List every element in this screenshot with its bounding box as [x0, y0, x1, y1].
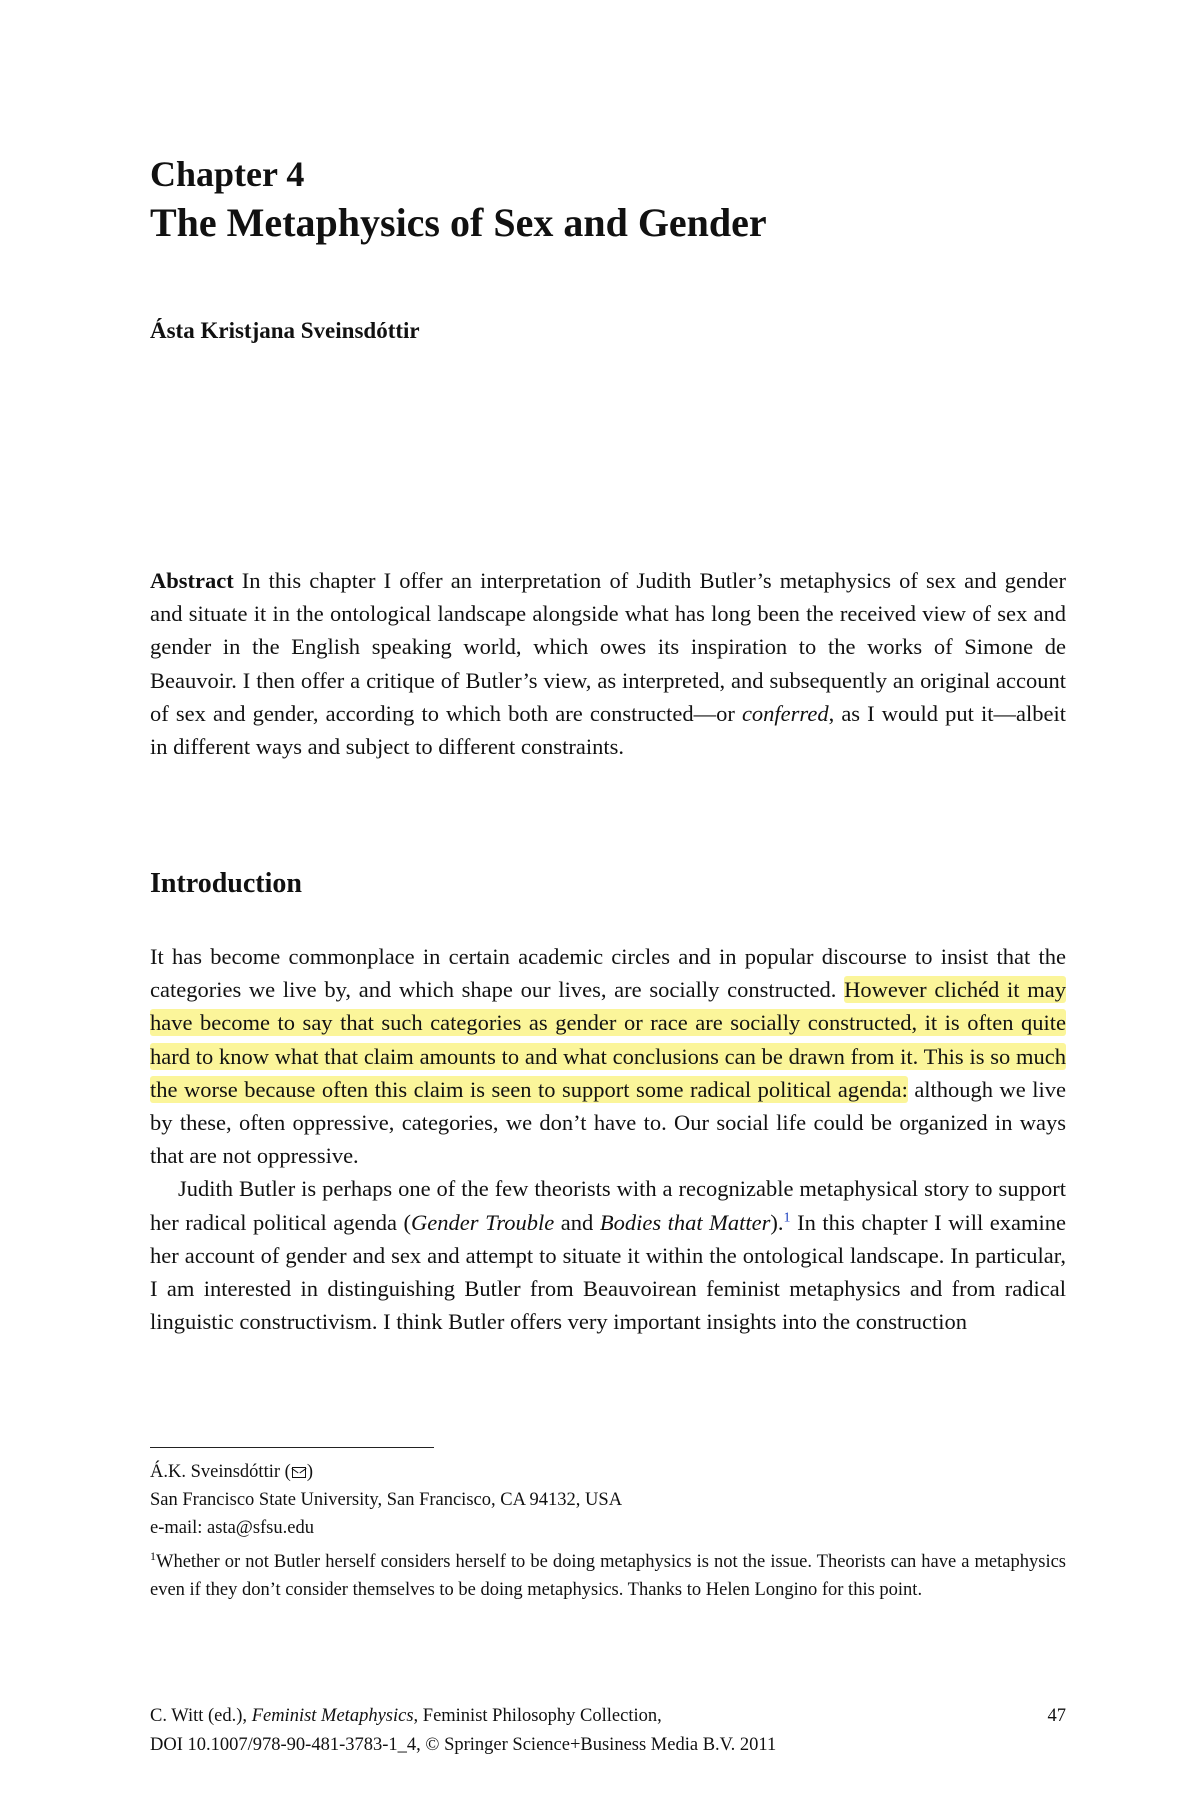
abstract-text-1: In this chapter I offer an interpretation of Judith Butler’s metaphysics of sex and gender and situate it in the ontological landscape alongside what has long been the received view of sex and gender in the English speaking world, which owes its inspiration to the works of Simone de Beauvoir. I then offer a critique of Butler’s view, as interpreted, and subsequently an original account of sex and gender, according to which both are constructed—or: [150, 568, 1066, 726]
paragraph-1: [150, 940, 1066, 1172]
publication-line-1: [150, 1702, 1066, 1731]
book-title-bodies-that-matter: Bodies that Matter: [599, 1209, 771, 1235]
footnotes: [150, 1458, 1066, 1604]
author-affiliation-name: [150, 1458, 1066, 1486]
abstract: [150, 564, 1066, 763]
abstract-text-2: , as I would put it—albeit in different ways and subject to different constraints.: [150, 700, 1066, 760]
footnote-1-marker: 1: [150, 1548, 156, 1563]
paragraph-1-end: although we live by these, often oppressive, categories, we don’t have to. Our social life could be organized in ways that are not oppressive.: [150, 1076, 1066, 1169]
author-name: Ásta Kristjana Sveinsdóttir: [150, 318, 420, 343]
footnote-1-text: Whether or not Butler herself considers herself to be doing metaphysics is not the issue. Theorists can have a metaphysics even if they don’t consider themselves to be doing metaphysics. Thanks to Helen Longino for this point.: [150, 1552, 1066, 1600]
publication-doi: DOI 10.1007/978-90-481-3783-1_4, © Springer Science+Business Media B.V. 2011: [150, 1735, 777, 1755]
publication-info: [150, 1702, 1066, 1760]
abstract-label: Abstract: [150, 568, 234, 593]
book-title-gender-trouble: Gender Trouble: [411, 1209, 555, 1235]
footnote-1: [150, 1548, 1066, 1604]
paragraph-2-close-paren: ).: [770, 1209, 784, 1235]
chapter-title: The Metaphysics of Sex and Gender: [150, 200, 767, 245]
paragraph-2-and: and: [554, 1209, 600, 1235]
author-email: e-mail: asta@sfsu.edu: [150, 1518, 314, 1538]
footnote-author-name: Á.K. Sveinsdóttir (: [150, 1462, 291, 1482]
publication-book-title: Feminist Metaphysics: [251, 1706, 414, 1726]
paragraph-2-end: In this chapter I will examine her account of gender and sex and attempt to situate it within the ontological landscape. In particular, I am interested in distinguishing Butler from Beauvoirean feminist metaphysics and from radical linguistic constructivism. I think Butler offers very important insights into the construction: [150, 1209, 1066, 1335]
publication-editor: C. Witt (ed.),: [150, 1706, 252, 1726]
paragraph-1-start: It has become commonplace in certain academic circles and in popular discourse to insist that the categories we live by, and which shape our lives, are socially constructed.: [150, 944, 1066, 1003]
abstract-italic: conferred: [741, 700, 829, 726]
paragraph-2-start: Judith Butler is perhaps one of the few theorists with a recognizable metaphysical story to support her radical political agenda (: [150, 1176, 1066, 1235]
section-heading-introduction: Introduction: [150, 868, 302, 899]
footnote-divider: [150, 1447, 434, 1448]
footnote-author-close: ): [306, 1462, 313, 1482]
footnote-link-1[interactable]: 1: [783, 1210, 791, 1226]
text-highlight[interactable]: However clichéd it may have become to say that such categories as gender or race are socially constructed, it is often quite hard to know what that claim amounts to and what conclusions can be drawn from it. This is so much the worse because often this claim is seen to support some radical political agenda:: [150, 977, 1067, 1102]
body-text: [150, 940, 1066, 1338]
chapter-label: Chapter 4: [150, 154, 305, 194]
page-number: 47: [1047, 1706, 1066, 1726]
author-affiliation: San Francisco State University, San Francisco, CA 94132, USA: [150, 1490, 623, 1510]
publication-collection: , Feminist Philosophy Collection,: [413, 1706, 662, 1726]
paragraph-2: [150, 1172, 1066, 1338]
envelope-icon: [292, 1467, 306, 1478]
